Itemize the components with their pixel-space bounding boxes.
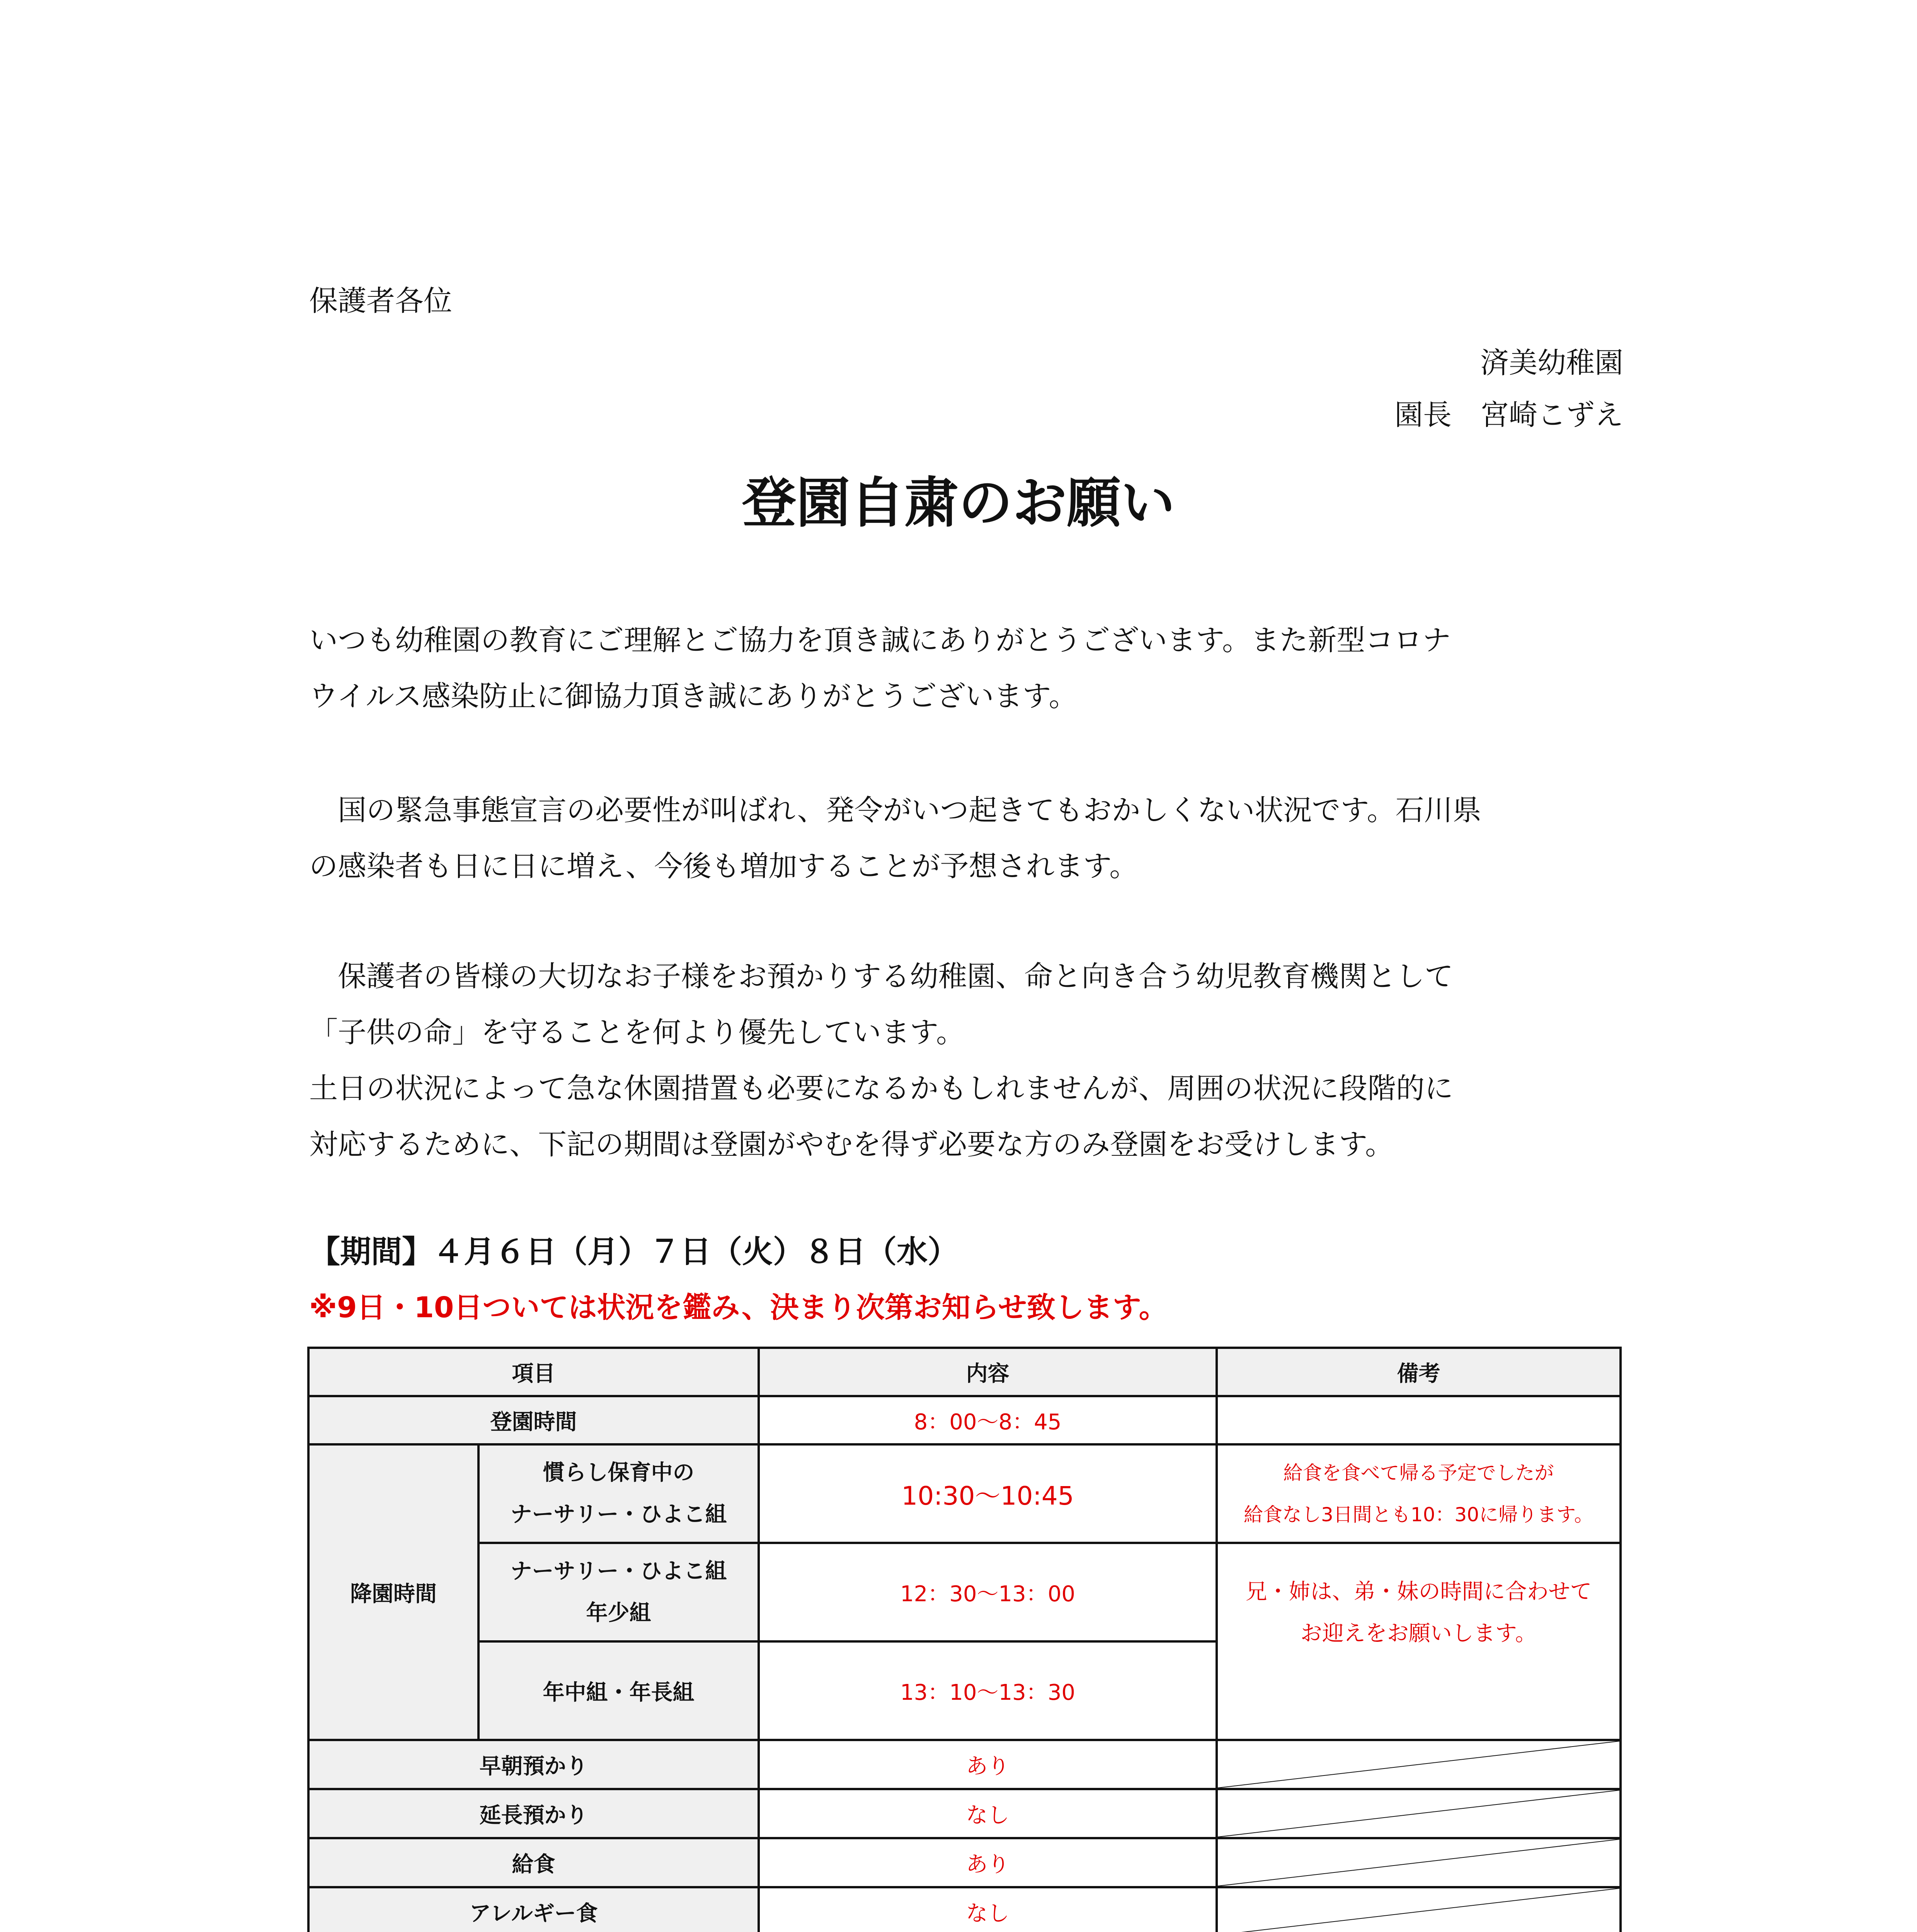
arrival-label: 登園時間 [308, 1396, 759, 1444]
strike-line [1218, 1741, 1619, 1788]
period-heading: 【期間】４月６日（月）７日（火）８日（水） [309, 1234, 958, 1270]
departure-time: 13：10～13：30 [759, 1641, 1217, 1740]
strike-line [1218, 1790, 1619, 1837]
arrival-remarks [1217, 1396, 1621, 1444]
departure-remarks [1217, 1444, 1621, 1543]
page-title: 登園自粛のお願い [742, 472, 1175, 535]
departure-group [478, 1444, 759, 1543]
departure-group: 年中組・年長組 [478, 1641, 759, 1740]
schedule-table [307, 1347, 1622, 1932]
strike-line [1218, 1888, 1619, 1932]
paragraph-line: 保護者の皆様の大切なお子様をお預かりする幼稚園、命と向き合う幼児教育機関として [309, 960, 1453, 993]
paragraph-line: ウイルス感染防止に御協力頂き誠にありがとうございます。 [309, 680, 1078, 713]
strike-cell [1217, 1887, 1621, 1932]
remarks-line: 給食を食べて帰る予定でしたが [1283, 1461, 1554, 1484]
principal-name: 園長 宮崎こずえ [1394, 398, 1623, 432]
remarks-line: お迎えをお願いします。 [1300, 1621, 1537, 1646]
service-label: 延長預かり [308, 1789, 759, 1838]
paragraph-line: いつも幼稚園の教育にご理解とご協力を頂き誠にありがとうございます。また新型コロナ [309, 624, 1451, 657]
remarks-line: 兄・姉は、弟・妹の時間に合わせて [1245, 1579, 1592, 1604]
departure-label: 降園時間 [308, 1444, 478, 1740]
header-item: 項目 [308, 1348, 759, 1396]
service-value: なし [759, 1789, 1217, 1838]
arrival-time: 8：00～8：45 [759, 1396, 1217, 1444]
paragraph-1 [309, 612, 1623, 724]
paragraph-3 [309, 949, 1623, 1173]
strike-line [1218, 1839, 1619, 1886]
strike-cell [1217, 1838, 1621, 1887]
departure-time: 10:30～10:45 [759, 1444, 1217, 1543]
departure-time: 12：30～13：00 [759, 1543, 1217, 1641]
group-line: ナーサリー・ひよこ組 [510, 1502, 727, 1527]
departure-group [478, 1543, 759, 1641]
paragraph-line: 「子供の命」を守ることを何より優先しています。 [309, 1016, 965, 1049]
group-line: ナーサリー・ひよこ組 [510, 1558, 727, 1584]
service-label: アレルギー食 [308, 1887, 759, 1932]
service-label: 早朝預かり [308, 1740, 759, 1789]
school-name: 済美幼稚園 [1480, 346, 1623, 379]
service-label: 給食 [308, 1838, 759, 1887]
paragraph-line: の感染者も日に日に増え、今後も増加することが予想されます。 [309, 850, 1138, 883]
service-value: あり [759, 1838, 1217, 1887]
strike-cell [1217, 1740, 1621, 1789]
service-value: あり [759, 1740, 1217, 1789]
paragraph-line: 対応するために、下記の期間は登園がやむを得ず必要な方のみ登園をお受けします。 [309, 1128, 1394, 1161]
group-line: 年少組 [586, 1600, 651, 1626]
paragraph-line: 土日の状況によって急な休園措置も必要になるかもしれませんが、周囲の状況に段階的に [309, 1072, 1453, 1105]
remarks-line: 給食なし3日間とも10：30に帰ります。 [1243, 1503, 1594, 1526]
notice-text: ※9日・10日ついては状況を鑑み、決まり次第お知らせ致します。 [309, 1291, 1168, 1324]
service-value: なし [759, 1887, 1217, 1932]
group-line: 慣らし保育中の [543, 1460, 695, 1485]
sibling-remarks [1217, 1543, 1621, 1740]
header-content: 内容 [759, 1348, 1217, 1396]
paragraph-line: 国の緊急事態宣言の必要性が叫ばれ、発令がいつ起きてもおかしくない状況です。石川県 [309, 794, 1481, 827]
header-remarks: 備考 [1217, 1348, 1621, 1396]
strike-cell [1217, 1789, 1621, 1838]
paragraph-2 [309, 782, 1623, 895]
addressee: 保護者各位 [309, 284, 452, 318]
